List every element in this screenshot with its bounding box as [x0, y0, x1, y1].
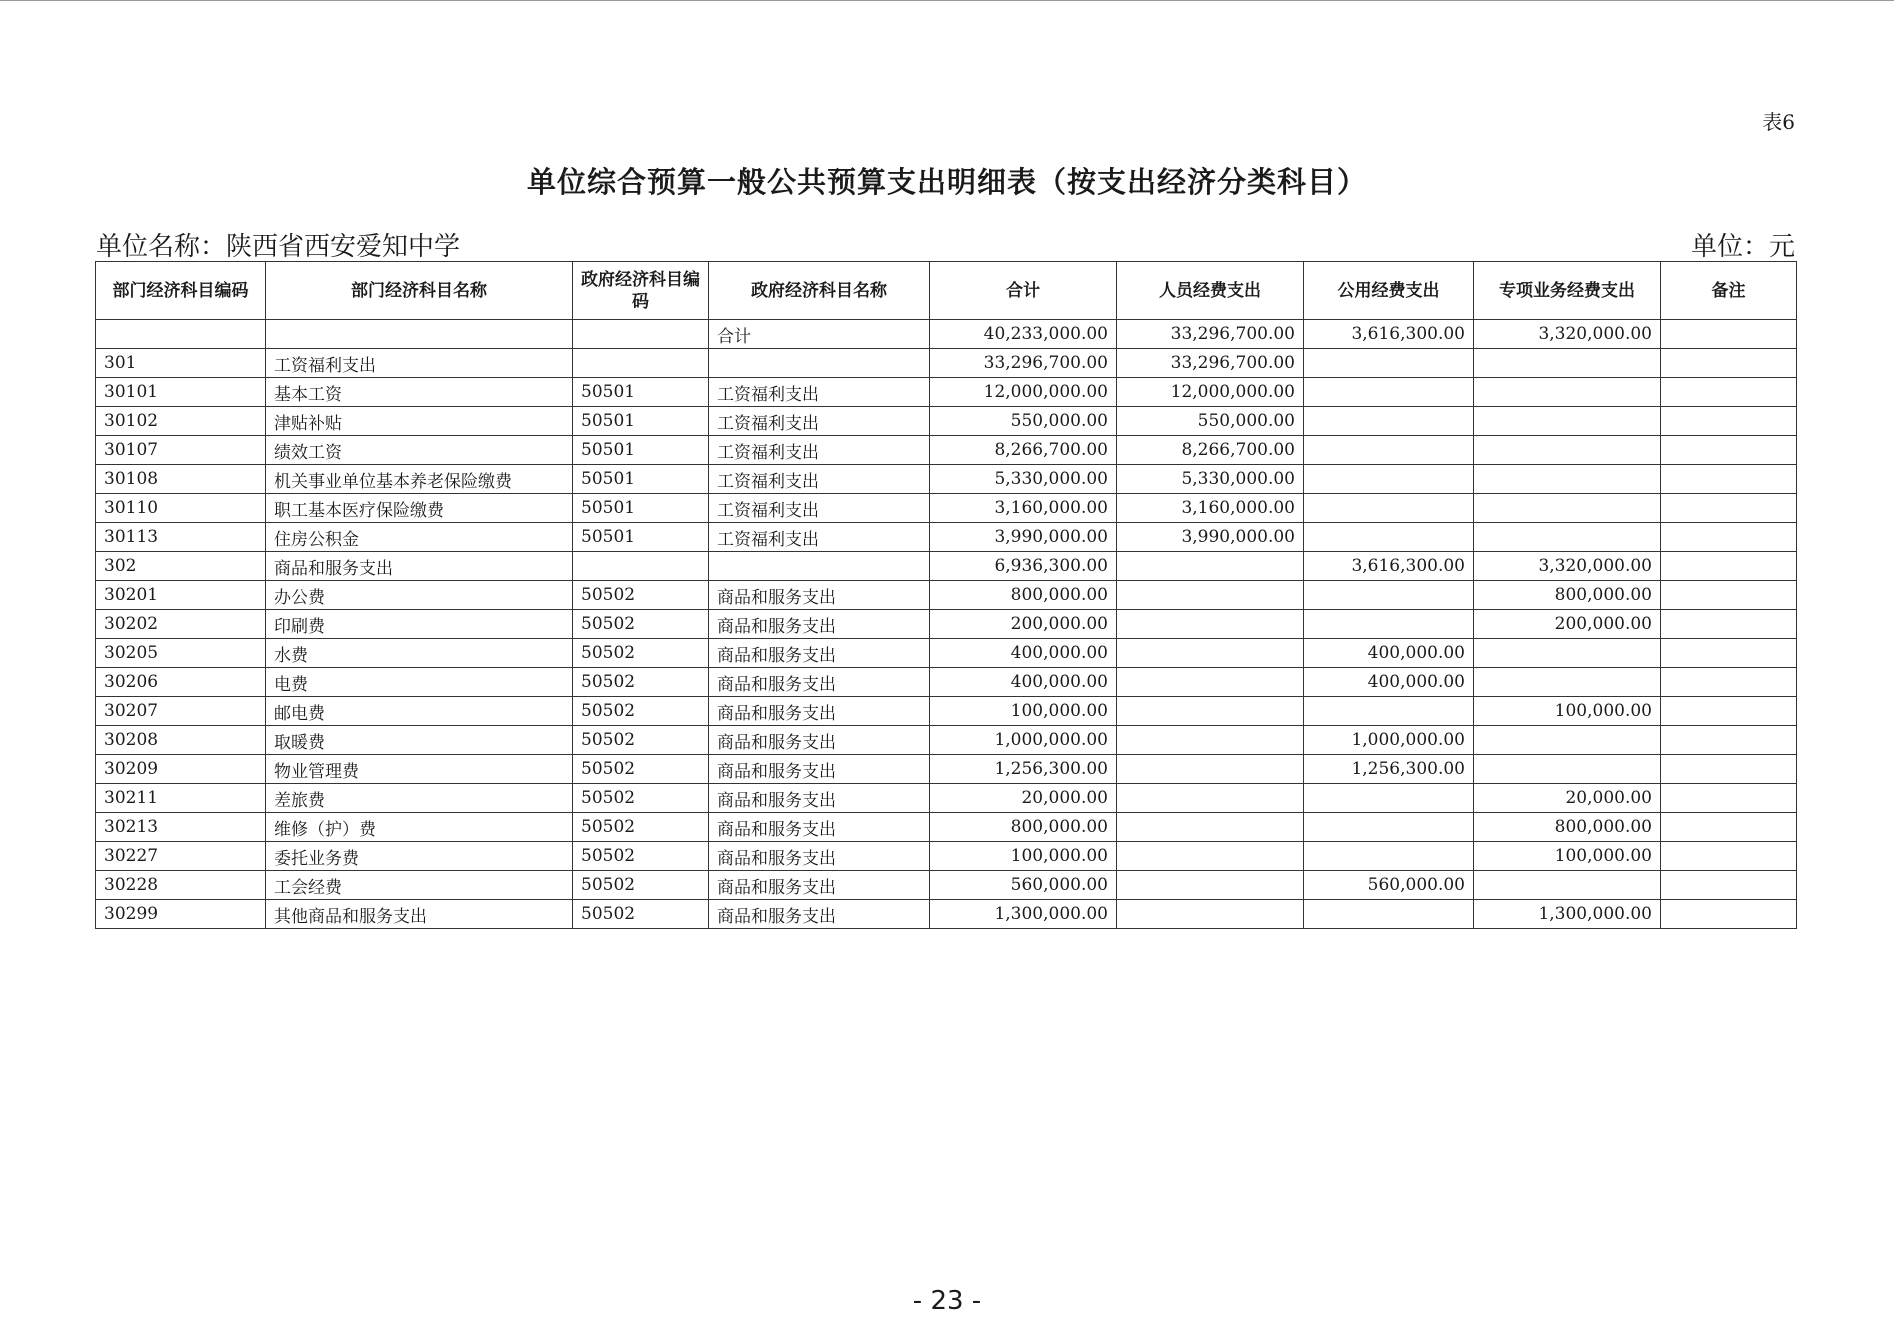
- cell-public: [1304, 610, 1474, 639]
- cell-total: 3,990,000.00: [930, 523, 1117, 552]
- cell-gov-code: 50501: [573, 436, 709, 465]
- cell-special: 3,320,000.00: [1474, 552, 1661, 581]
- cell-dept-code: 30209: [96, 755, 266, 784]
- cell-dept-name: 工会经费: [266, 871, 573, 900]
- cell-personnel: 550,000.00: [1117, 407, 1304, 436]
- cell-note: [1661, 320, 1797, 349]
- cell-total: 33,296,700.00: [930, 349, 1117, 378]
- cell-total: 12,000,000.00: [930, 378, 1117, 407]
- cell-note: [1661, 900, 1797, 929]
- header-gov-code: 政府经济科目编码: [573, 262, 709, 320]
- table-row: [96, 755, 1797, 784]
- cell-special: [1474, 871, 1661, 900]
- cell-note: [1661, 755, 1797, 784]
- cell-note: [1661, 523, 1797, 552]
- cell-public: 3,616,300.00: [1304, 552, 1474, 581]
- header-personnel: 人员经费支出: [1117, 262, 1304, 320]
- cell-note: [1661, 784, 1797, 813]
- cell-dept-code: 30113: [96, 523, 266, 552]
- cell-dept-name: 物业管理费: [266, 755, 573, 784]
- table-row: [96, 639, 1797, 668]
- cell-public: [1304, 900, 1474, 929]
- cell-total: 800,000.00: [930, 581, 1117, 610]
- cell-gov-name: 商品和服务支出: [709, 784, 930, 813]
- cell-special: [1474, 668, 1661, 697]
- header-dept-code: 部门经济科目编码: [96, 262, 266, 320]
- cell-gov-code: 50502: [573, 842, 709, 871]
- cell-gov-name: 工资福利支出: [709, 378, 930, 407]
- cell-note: [1661, 813, 1797, 842]
- table-row: [96, 552, 1797, 581]
- cell-note: [1661, 697, 1797, 726]
- cell-dept-name: 商品和服务支出: [266, 552, 573, 581]
- cell-special: [1474, 465, 1661, 494]
- cell-dept-code: 30107: [96, 436, 266, 465]
- header-dept-name: 部门经济科目名称: [266, 262, 573, 320]
- cell-total: 200,000.00: [930, 610, 1117, 639]
- cell-gov-code: [573, 349, 709, 378]
- cell-note: [1661, 552, 1797, 581]
- cell-note: [1661, 407, 1797, 436]
- cell-special: [1474, 349, 1661, 378]
- cell-special: [1474, 436, 1661, 465]
- cell-public: 3,616,300.00: [1304, 320, 1474, 349]
- cell-dept-name: 电费: [266, 668, 573, 697]
- table-row: [96, 494, 1797, 523]
- cell-personnel: [1117, 755, 1304, 784]
- cell-total: 6,936,300.00: [930, 552, 1117, 581]
- header-gov-name: 政府经济科目名称: [709, 262, 930, 320]
- cell-gov-name: 工资福利支出: [709, 436, 930, 465]
- cell-special: [1474, 407, 1661, 436]
- cell-gov-code: 50501: [573, 378, 709, 407]
- cell-personnel: [1117, 726, 1304, 755]
- cell-total: 1,300,000.00: [930, 900, 1117, 929]
- cell-total: 100,000.00: [930, 842, 1117, 871]
- cell-personnel: [1117, 610, 1304, 639]
- cell-total: 550,000.00: [930, 407, 1117, 436]
- cell-gov-name: 商品和服务支出: [709, 639, 930, 668]
- header-public: 公用经费支出: [1304, 262, 1474, 320]
- cell-public: [1304, 349, 1474, 378]
- cell-gov-name: 商品和服务支出: [709, 581, 930, 610]
- cell-total: 1,000,000.00: [930, 726, 1117, 755]
- cell-gov-code: 50502: [573, 755, 709, 784]
- cell-public: [1304, 494, 1474, 523]
- cell-dept-code: 30299: [96, 900, 266, 929]
- cell-gov-name: 商品和服务支出: [709, 610, 930, 639]
- cell-dept-name: 其他商品和服务支出: [266, 900, 573, 929]
- cell-public: [1304, 378, 1474, 407]
- cell-special: 3,320,000.00: [1474, 320, 1661, 349]
- cell-gov-name: 商品和服务支出: [709, 842, 930, 871]
- cell-dept-name: 机关事业单位基本养老保险缴费: [266, 465, 573, 494]
- table-row: [96, 320, 1797, 349]
- cell-gov-code: 50502: [573, 668, 709, 697]
- cell-gov-name: 合计: [709, 320, 930, 349]
- table-row: [96, 842, 1797, 871]
- table-row: [96, 726, 1797, 755]
- cell-dept-code: 30228: [96, 871, 266, 900]
- cell-personnel: [1117, 697, 1304, 726]
- cell-dept-name: 水费: [266, 639, 573, 668]
- cell-personnel: 33,296,700.00: [1117, 349, 1304, 378]
- cell-dept-code: 30208: [96, 726, 266, 755]
- table-row: [96, 784, 1797, 813]
- table-row: [96, 668, 1797, 697]
- cell-total: 3,160,000.00: [930, 494, 1117, 523]
- cell-dept-name: 工资福利支出: [266, 349, 573, 378]
- cell-dept-name: 取暖费: [266, 726, 573, 755]
- cell-dept-code: 30108: [96, 465, 266, 494]
- cell-gov-name: 商品和服务支出: [709, 726, 930, 755]
- cell-personnel: [1117, 581, 1304, 610]
- cell-note: [1661, 668, 1797, 697]
- cell-gov-code: [573, 320, 709, 349]
- cell-special: 100,000.00: [1474, 842, 1661, 871]
- table-row: [96, 378, 1797, 407]
- cell-dept-code: 30205: [96, 639, 266, 668]
- table-body: [96, 320, 1797, 929]
- cell-gov-name: 商品和服务支出: [709, 871, 930, 900]
- cell-dept-code: 30202: [96, 610, 266, 639]
- cell-personnel: 8,266,700.00: [1117, 436, 1304, 465]
- cell-note: [1661, 871, 1797, 900]
- cell-note: [1661, 581, 1797, 610]
- cell-gov-name: 商品和服务支出: [709, 697, 930, 726]
- cell-gov-name: 商品和服务支出: [709, 668, 930, 697]
- cell-note: [1661, 465, 1797, 494]
- cell-dept-name: 邮电费: [266, 697, 573, 726]
- cell-public: 1,256,300.00: [1304, 755, 1474, 784]
- cell-special: 20,000.00: [1474, 784, 1661, 813]
- cell-gov-code: 50502: [573, 581, 709, 610]
- cell-gov-code: 50502: [573, 900, 709, 929]
- cell-dept-code: 301: [96, 349, 266, 378]
- cell-dept-code: 30110: [96, 494, 266, 523]
- cell-dept-name: 维修（护）费: [266, 813, 573, 842]
- cell-public: [1304, 813, 1474, 842]
- cell-dept-name: 委托业务费: [266, 842, 573, 871]
- cell-dept-code: 30101: [96, 378, 266, 407]
- cell-personnel: [1117, 668, 1304, 697]
- cell-special: 800,000.00: [1474, 581, 1661, 610]
- cell-note: [1661, 639, 1797, 668]
- cell-dept-name: 办公费: [266, 581, 573, 610]
- cell-gov-code: 50502: [573, 639, 709, 668]
- table-header-row: [96, 262, 1797, 320]
- cell-dept-name: 绩效工资: [266, 436, 573, 465]
- table-row: [96, 436, 1797, 465]
- cell-gov-name: 工资福利支出: [709, 465, 930, 494]
- cell-gov-name: 工资福利支出: [709, 523, 930, 552]
- cell-public: 400,000.00: [1304, 668, 1474, 697]
- cell-special: 100,000.00: [1474, 697, 1661, 726]
- cell-personnel: [1117, 552, 1304, 581]
- cell-gov-name: [709, 349, 930, 378]
- table-row: [96, 610, 1797, 639]
- table-number: 表6: [1762, 110, 1795, 134]
- cell-note: [1661, 726, 1797, 755]
- cell-gov-name: 商品和服务支出: [709, 900, 930, 929]
- cell-special: 200,000.00: [1474, 610, 1661, 639]
- cell-dept-code: 30201: [96, 581, 266, 610]
- cell-total: 20,000.00: [930, 784, 1117, 813]
- cell-gov-code: 50502: [573, 726, 709, 755]
- cell-dept-code: 302: [96, 552, 266, 581]
- cell-gov-name: [709, 552, 930, 581]
- page-top-border: [0, 0, 1894, 1]
- cell-special: [1474, 494, 1661, 523]
- cell-dept-code: 30213: [96, 813, 266, 842]
- cell-note: [1661, 349, 1797, 378]
- currency-unit: 单位：元: [1690, 232, 1795, 262]
- cell-total: 400,000.00: [930, 639, 1117, 668]
- page-title: 单位综合预算一般公共预算支出明细表（按支出经济分类科目）: [526, 165, 1367, 199]
- cell-gov-code: 50501: [573, 407, 709, 436]
- table-row: [96, 697, 1797, 726]
- cell-special: [1474, 378, 1661, 407]
- cell-note: [1661, 436, 1797, 465]
- cell-dept-code: 30211: [96, 784, 266, 813]
- table-row: [96, 349, 1797, 378]
- cell-total: 800,000.00: [930, 813, 1117, 842]
- cell-public: [1304, 581, 1474, 610]
- cell-total: 560,000.00: [930, 871, 1117, 900]
- cell-special: 800,000.00: [1474, 813, 1661, 842]
- cell-gov-name: 工资福利支出: [709, 494, 930, 523]
- cell-note: [1661, 494, 1797, 523]
- cell-dept-code: 30207: [96, 697, 266, 726]
- cell-dept-name: 基本工资: [266, 378, 573, 407]
- cell-dept-name: 住房公积金: [266, 523, 573, 552]
- cell-personnel: 3,990,000.00: [1117, 523, 1304, 552]
- cell-total: 100,000.00: [930, 697, 1117, 726]
- cell-personnel: [1117, 842, 1304, 871]
- cell-gov-code: 50502: [573, 610, 709, 639]
- cell-gov-name: 商品和服务支出: [709, 813, 930, 842]
- cell-public: [1304, 465, 1474, 494]
- table-row: [96, 581, 1797, 610]
- cell-total: 1,256,300.00: [930, 755, 1117, 784]
- cell-total: 40,233,000.00: [930, 320, 1117, 349]
- cell-personnel: [1117, 871, 1304, 900]
- cell-dept-code: 30102: [96, 407, 266, 436]
- cell-note: [1661, 378, 1797, 407]
- cell-special: 1,300,000.00: [1474, 900, 1661, 929]
- cell-dept-name: 印刷费: [266, 610, 573, 639]
- cell-dept-name: 差旅费: [266, 784, 573, 813]
- cell-gov-code: 50502: [573, 697, 709, 726]
- table-row: [96, 407, 1797, 436]
- cell-gov-code: 50501: [573, 523, 709, 552]
- header-special: 专项业务经费支出: [1474, 262, 1661, 320]
- cell-dept-code: [96, 320, 266, 349]
- cell-personnel: [1117, 813, 1304, 842]
- unit-name: 单位名称：陕西省西安爱知中学: [96, 232, 461, 262]
- cell-total: 8,266,700.00: [930, 436, 1117, 465]
- cell-public: 1,000,000.00: [1304, 726, 1474, 755]
- cell-note: [1661, 610, 1797, 639]
- table-row: [96, 871, 1797, 900]
- cell-dept-name: 津贴补贴: [266, 407, 573, 436]
- cell-public: [1304, 407, 1474, 436]
- cell-dept-code: 30206: [96, 668, 266, 697]
- cell-total: 400,000.00: [930, 668, 1117, 697]
- cell-public: [1304, 523, 1474, 552]
- cell-dept-code: 30227: [96, 842, 266, 871]
- cell-gov-code: 50501: [573, 494, 709, 523]
- page-number: - 23 -: [912, 1286, 982, 1316]
- cell-gov-name: 商品和服务支出: [709, 755, 930, 784]
- cell-gov-code: 50501: [573, 465, 709, 494]
- cell-gov-code: [573, 552, 709, 581]
- table-row: [96, 465, 1797, 494]
- cell-special: [1474, 726, 1661, 755]
- cell-public: [1304, 784, 1474, 813]
- cell-personnel: [1117, 784, 1304, 813]
- table-row: [96, 813, 1797, 842]
- cell-dept-name: [266, 320, 573, 349]
- cell-personnel: 3,160,000.00: [1117, 494, 1304, 523]
- header-note: 备注: [1661, 262, 1797, 320]
- cell-gov-code: 50502: [573, 871, 709, 900]
- cell-special: [1474, 755, 1661, 784]
- cell-personnel: 33,296,700.00: [1117, 320, 1304, 349]
- cell-special: [1474, 523, 1661, 552]
- cell-total: 5,330,000.00: [930, 465, 1117, 494]
- cell-public: [1304, 842, 1474, 871]
- cell-public: 560,000.00: [1304, 871, 1474, 900]
- cell-dept-name: 职工基本医疗保险缴费: [266, 494, 573, 523]
- cell-gov-code: 50502: [573, 784, 709, 813]
- cell-gov-name: 工资福利支出: [709, 407, 930, 436]
- cell-personnel: 12,000,000.00: [1117, 378, 1304, 407]
- budget-table: [95, 261, 1797, 929]
- cell-personnel: 5,330,000.00: [1117, 465, 1304, 494]
- cell-personnel: [1117, 900, 1304, 929]
- cell-gov-code: 50502: [573, 813, 709, 842]
- cell-public: [1304, 697, 1474, 726]
- cell-personnel: [1117, 639, 1304, 668]
- cell-public: 400,000.00: [1304, 639, 1474, 668]
- cell-special: [1474, 639, 1661, 668]
- cell-note: [1661, 842, 1797, 871]
- header-total: 合计: [930, 262, 1117, 320]
- table-row: [96, 900, 1797, 929]
- table-row: [96, 523, 1797, 552]
- cell-public: [1304, 436, 1474, 465]
